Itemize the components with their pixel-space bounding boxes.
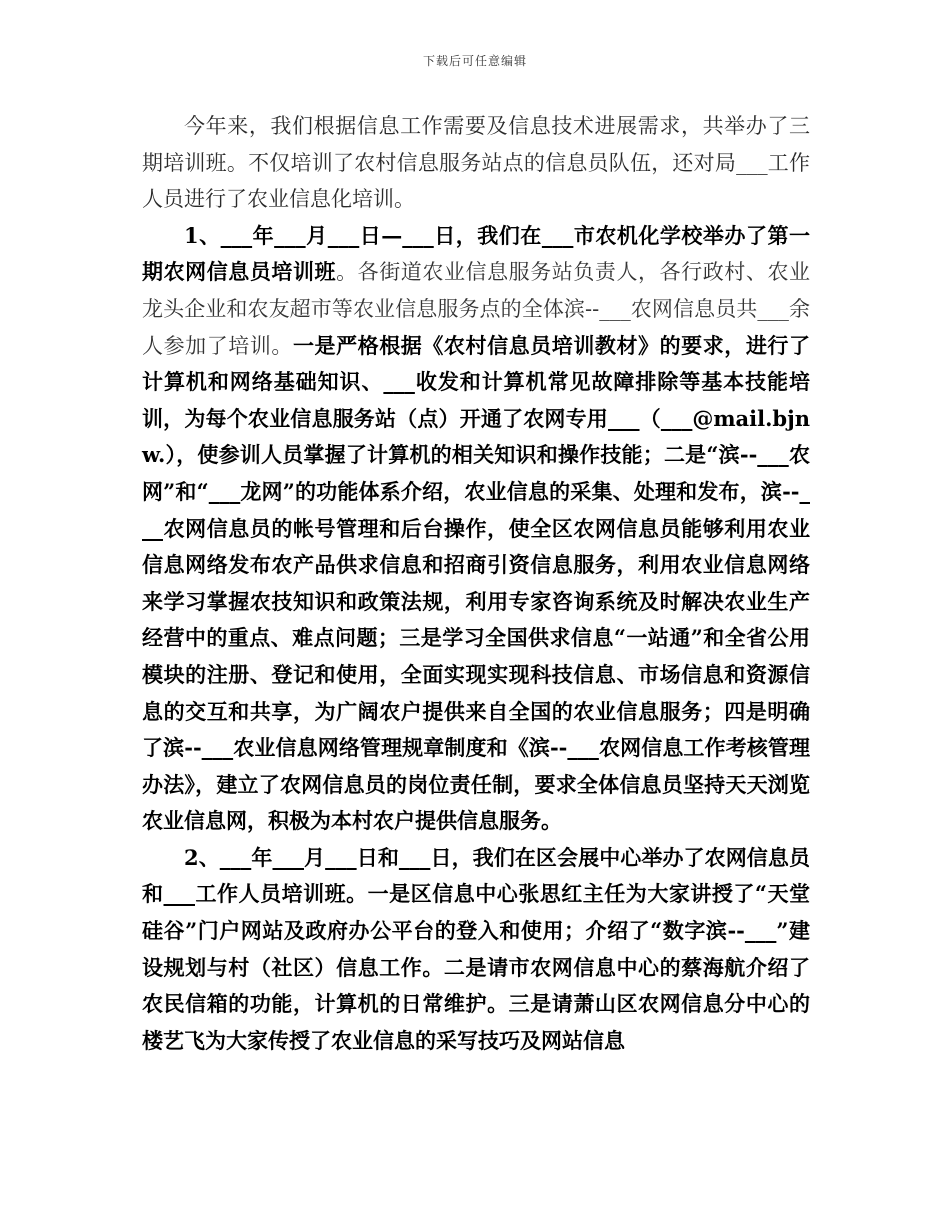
paragraph-training-1-participants: 。各街道农业信息服务站负责人，各行政村、农业龙头企业和农友超市等农业信息服务点的全体滨--___农网信息员共___余人参加了培训。 <box>142 260 811 358</box>
document-body <box>142 108 810 1059</box>
page-header: 下载后可任意编辑 <box>422 54 527 68</box>
paragraph-training-1 <box>142 218 810 840</box>
paragraph-intro: 今年来，我们根据信息工作需要及信息技术进展需求，共举办了三期培训班。不仅培训了农村信息服务站点的信息员队伍，还对局___工作人员进行了农业信息化培训。 <box>142 114 810 212</box>
paragraph-training-2: 2、___年___月___日和___日，我们在区会展中心举办了农网信息员和___工作人员培训班。一是区信息中心张思红主任为大家讲授了“天堂硅谷”门户网站及政府办公平台的登入和使用；介绍了“数字滨--___”建设规划与村（社区）信息工作。二是请市农网信息中心的蔡海航介绍了农民信箱的功能，计算机的日常维护。三是请萧山区农网信息分中心的楼艺飞为大家传授了农业信息的采写技巧及网站信息 <box>142 844 810 1053</box>
paragraph-training-1-details: 一是严格根据《农村信息员培训教材》的要求，进行了计算机和网络基础知识、___收发和计算机常见故障排除等基本技能培训，为每个农业信息服务站（点）开通了农网专用___（___@mail.bjnw.），使参训人员掌握了计算机的相关知识和操作技能；二是“滨--___农网”和“___龙网”的功能体系介绍，农业信息的采集、处理和发布，滨--___农网信息员的帐号管理和后台操作，使全区农网信息员能够利用农业信息网络发布农产品供求信息和招商引资信息服务，利用农业信息网络来学习掌握农技知识和政策法规，利用专家咨询系统及时解决农业生产经营中的重点、难点问题；三是学习全国供求信息“一站通”和全省公用模块的注册、登记和使用，全面实现实现科技信息、市场信息和资源信息的交互和共享，为广阔农户提供来自全国的农业信息服务；四是明确了滨--___农业信息网络管理规章制度和《滨--___农网信息工作考核管理办法》，建立了农网信息员的岗位责任制，要求全体信息员坚持天天浏览农业信息网，积极为本村农户提供信息服务。 <box>142 332 810 834</box>
paragraph-training-1-heading: 1、___年___月___日—___日，我们在___市农机化学校举办了第一期农网信息员培训班 <box>142 222 810 285</box>
